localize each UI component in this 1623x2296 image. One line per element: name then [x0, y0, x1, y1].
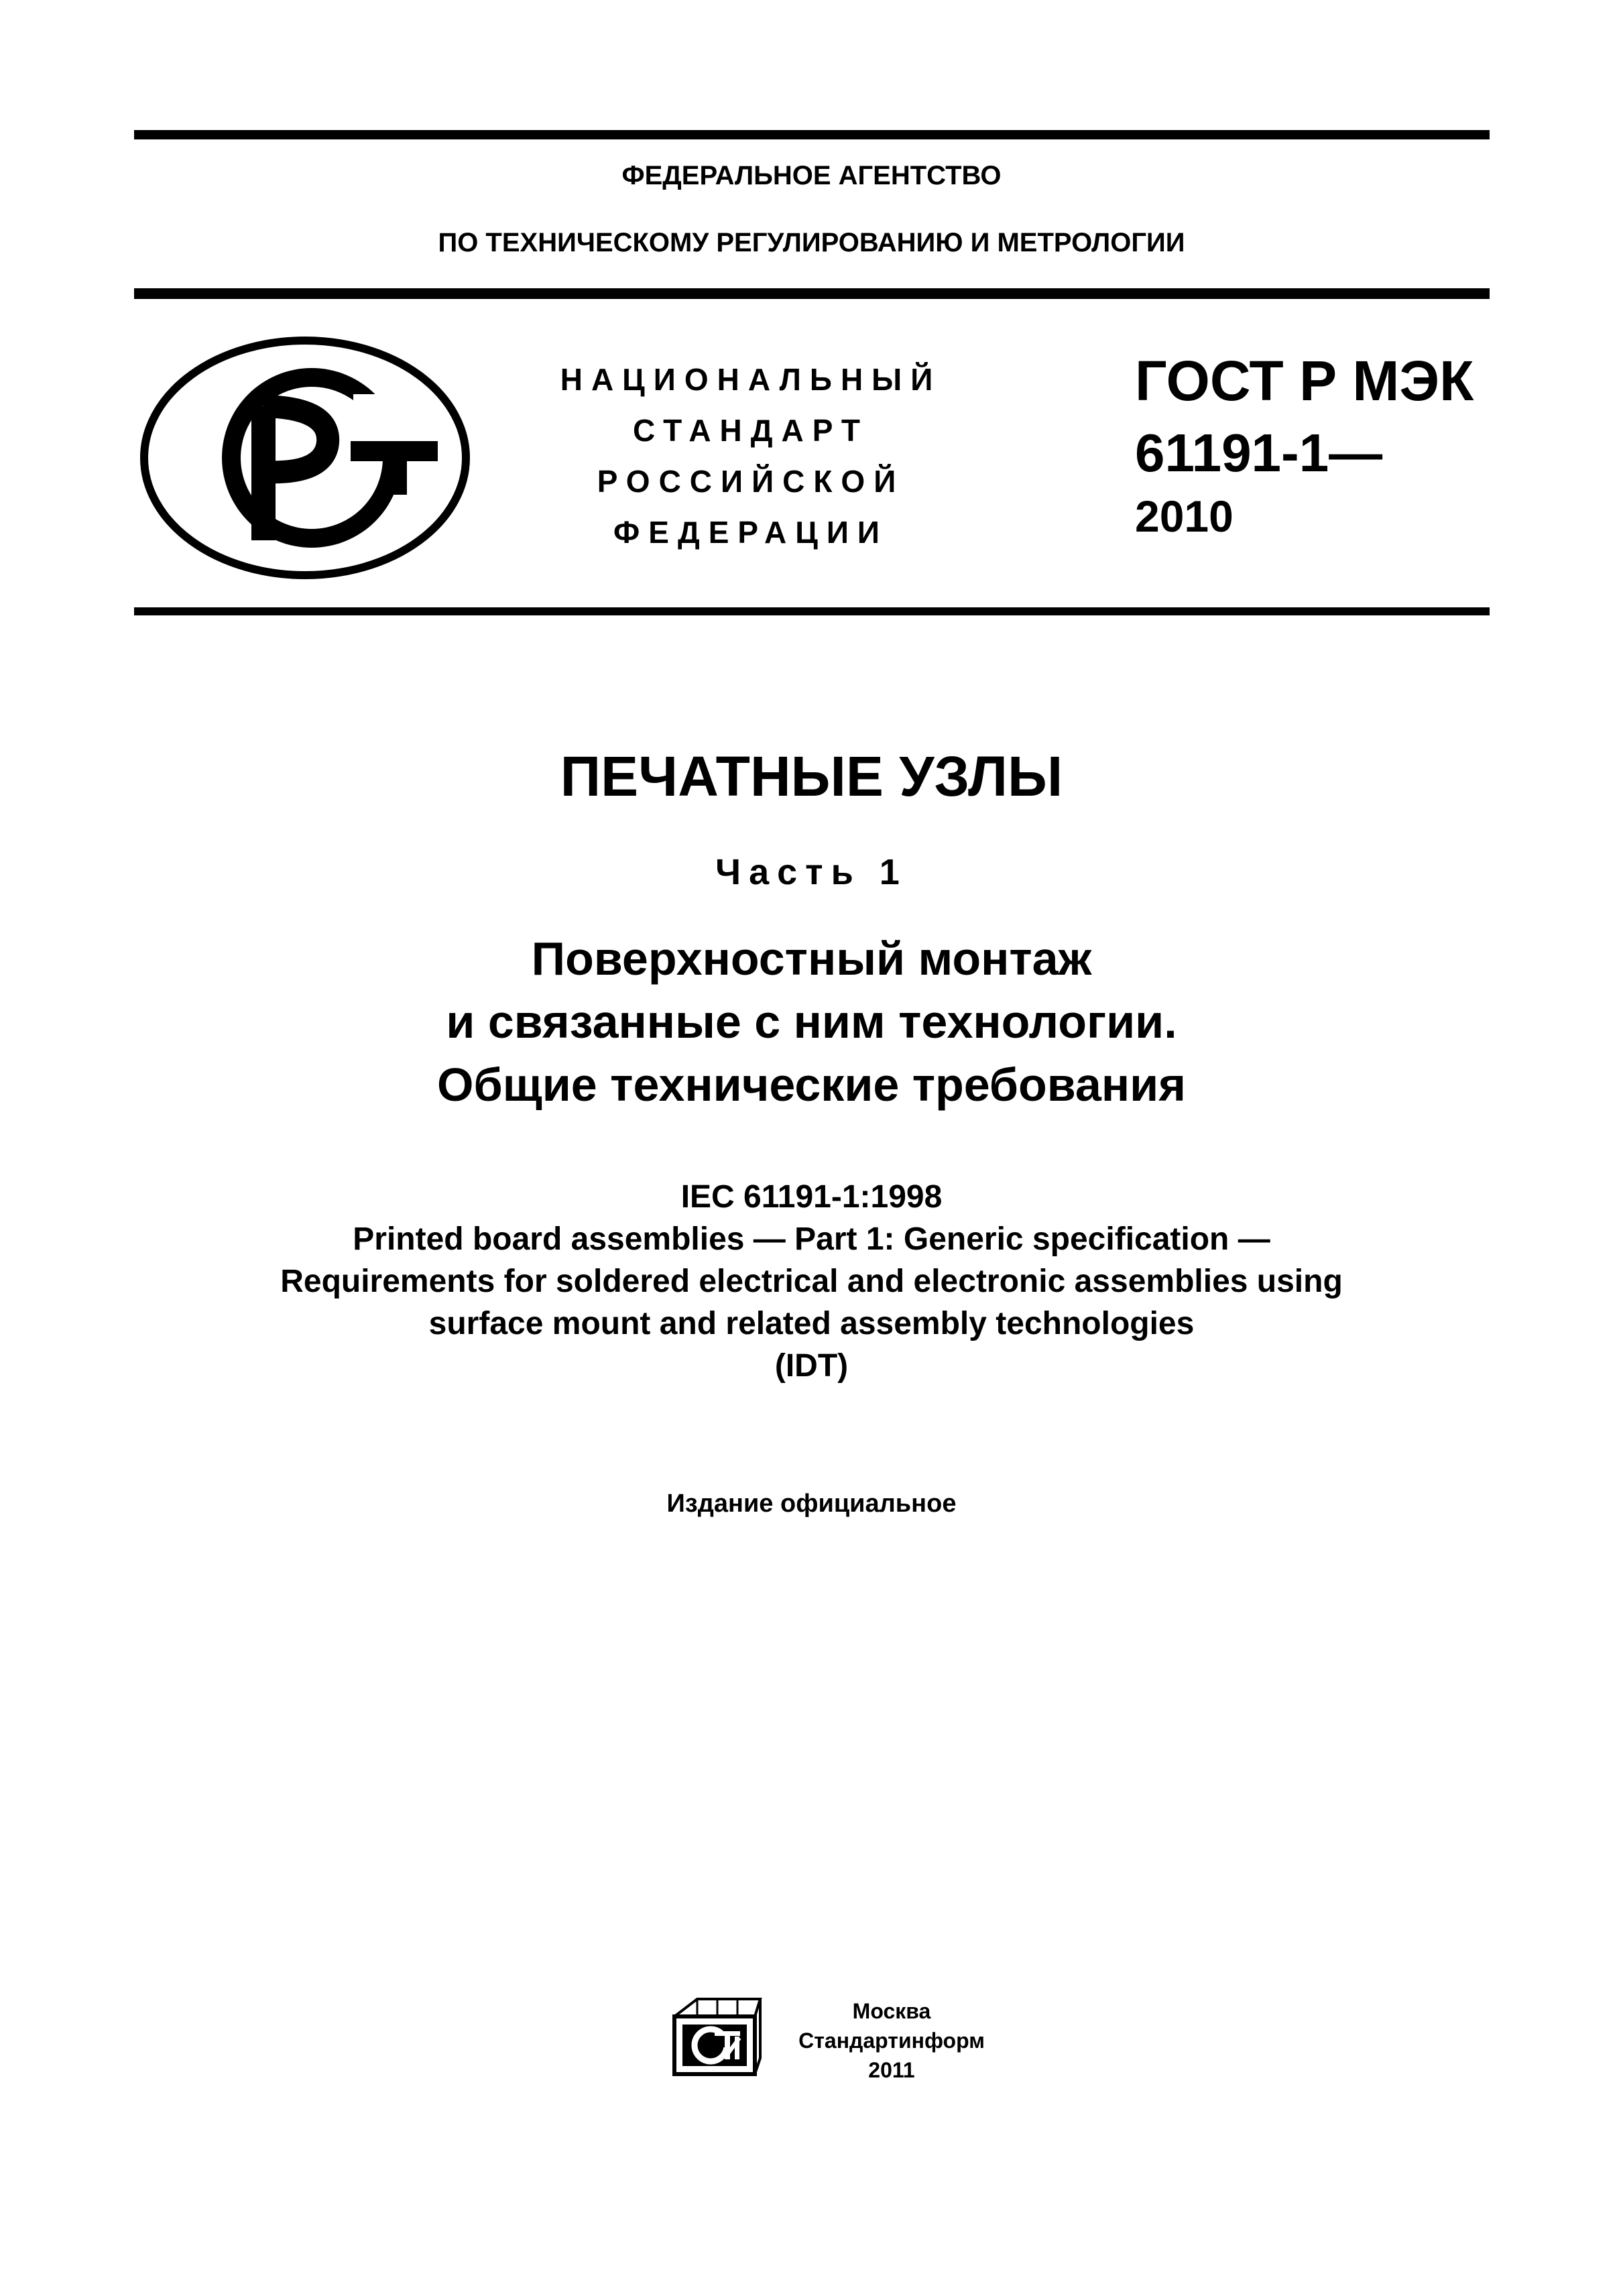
national-standard-line-4: ФЕДЕРАЦИИ [613, 515, 888, 550]
iec-idt: (IDT) [774, 1348, 849, 1384]
national-standard-line-1: НАЦИОНАЛЬНЫЙ [560, 362, 942, 397]
subtitle-line-2: и связанные с ним технологии. [446, 995, 1177, 1048]
gost-designation-line-2: 61191-1— [1135, 423, 1383, 483]
iec-title-line-2: Requirements for soldered electrical and electronic assemblies using [280, 1264, 1343, 1299]
agency-line-1: ФЕДЕРАЛЬНОЕ АГЕНТСТВО [621, 161, 1002, 190]
publisher-city: Москва [852, 1999, 931, 2023]
iec-title-line-3: surface mount and related assembly technologies [428, 1306, 1195, 1341]
standartinform-logo-icon [670, 1996, 764, 2079]
main-title: ПЕЧАТНЫЕ УЗЛЫ [560, 745, 1063, 808]
gost-designation-line-1: ГОСТ Р МЭК [1135, 349, 1474, 412]
agency-line-2: ПО ТЕХНИЧЕСКОМУ РЕГУЛИРОВАНИЮ И МЕТРОЛОГИИ [438, 228, 1185, 257]
subtitle-line-3: Общие технические требования [437, 1059, 1186, 1111]
edition-label: Издание официальное [666, 1490, 957, 1518]
publisher-name: Стандартинформ [798, 2029, 985, 2053]
subtitle-line-1: Поверхностный монтаж [531, 932, 1092, 985]
publisher-year: 2011 [868, 2058, 915, 2082]
middle-rule [134, 607, 1490, 615]
national-standard-line-3: РОССИЙСКОЙ [597, 464, 905, 499]
part-label: Часть 1 [715, 852, 908, 892]
top-rule [134, 130, 1490, 139]
publisher-logo [670, 1996, 764, 2079]
gost-designation-line-3: 2010 [1135, 491, 1234, 541]
rst-certification-mark-icon [137, 334, 473, 582]
iec-title-line-1: Printed board assemblies — Part 1: Generic specification — [353, 1221, 1270, 1257]
rst-logo [137, 334, 473, 582]
national-standard-line-2: СТАНДАРТ [633, 413, 869, 448]
iec-number: IEC 61191-1:1998 [680, 1179, 943, 1215]
header-rule [134, 288, 1490, 299]
